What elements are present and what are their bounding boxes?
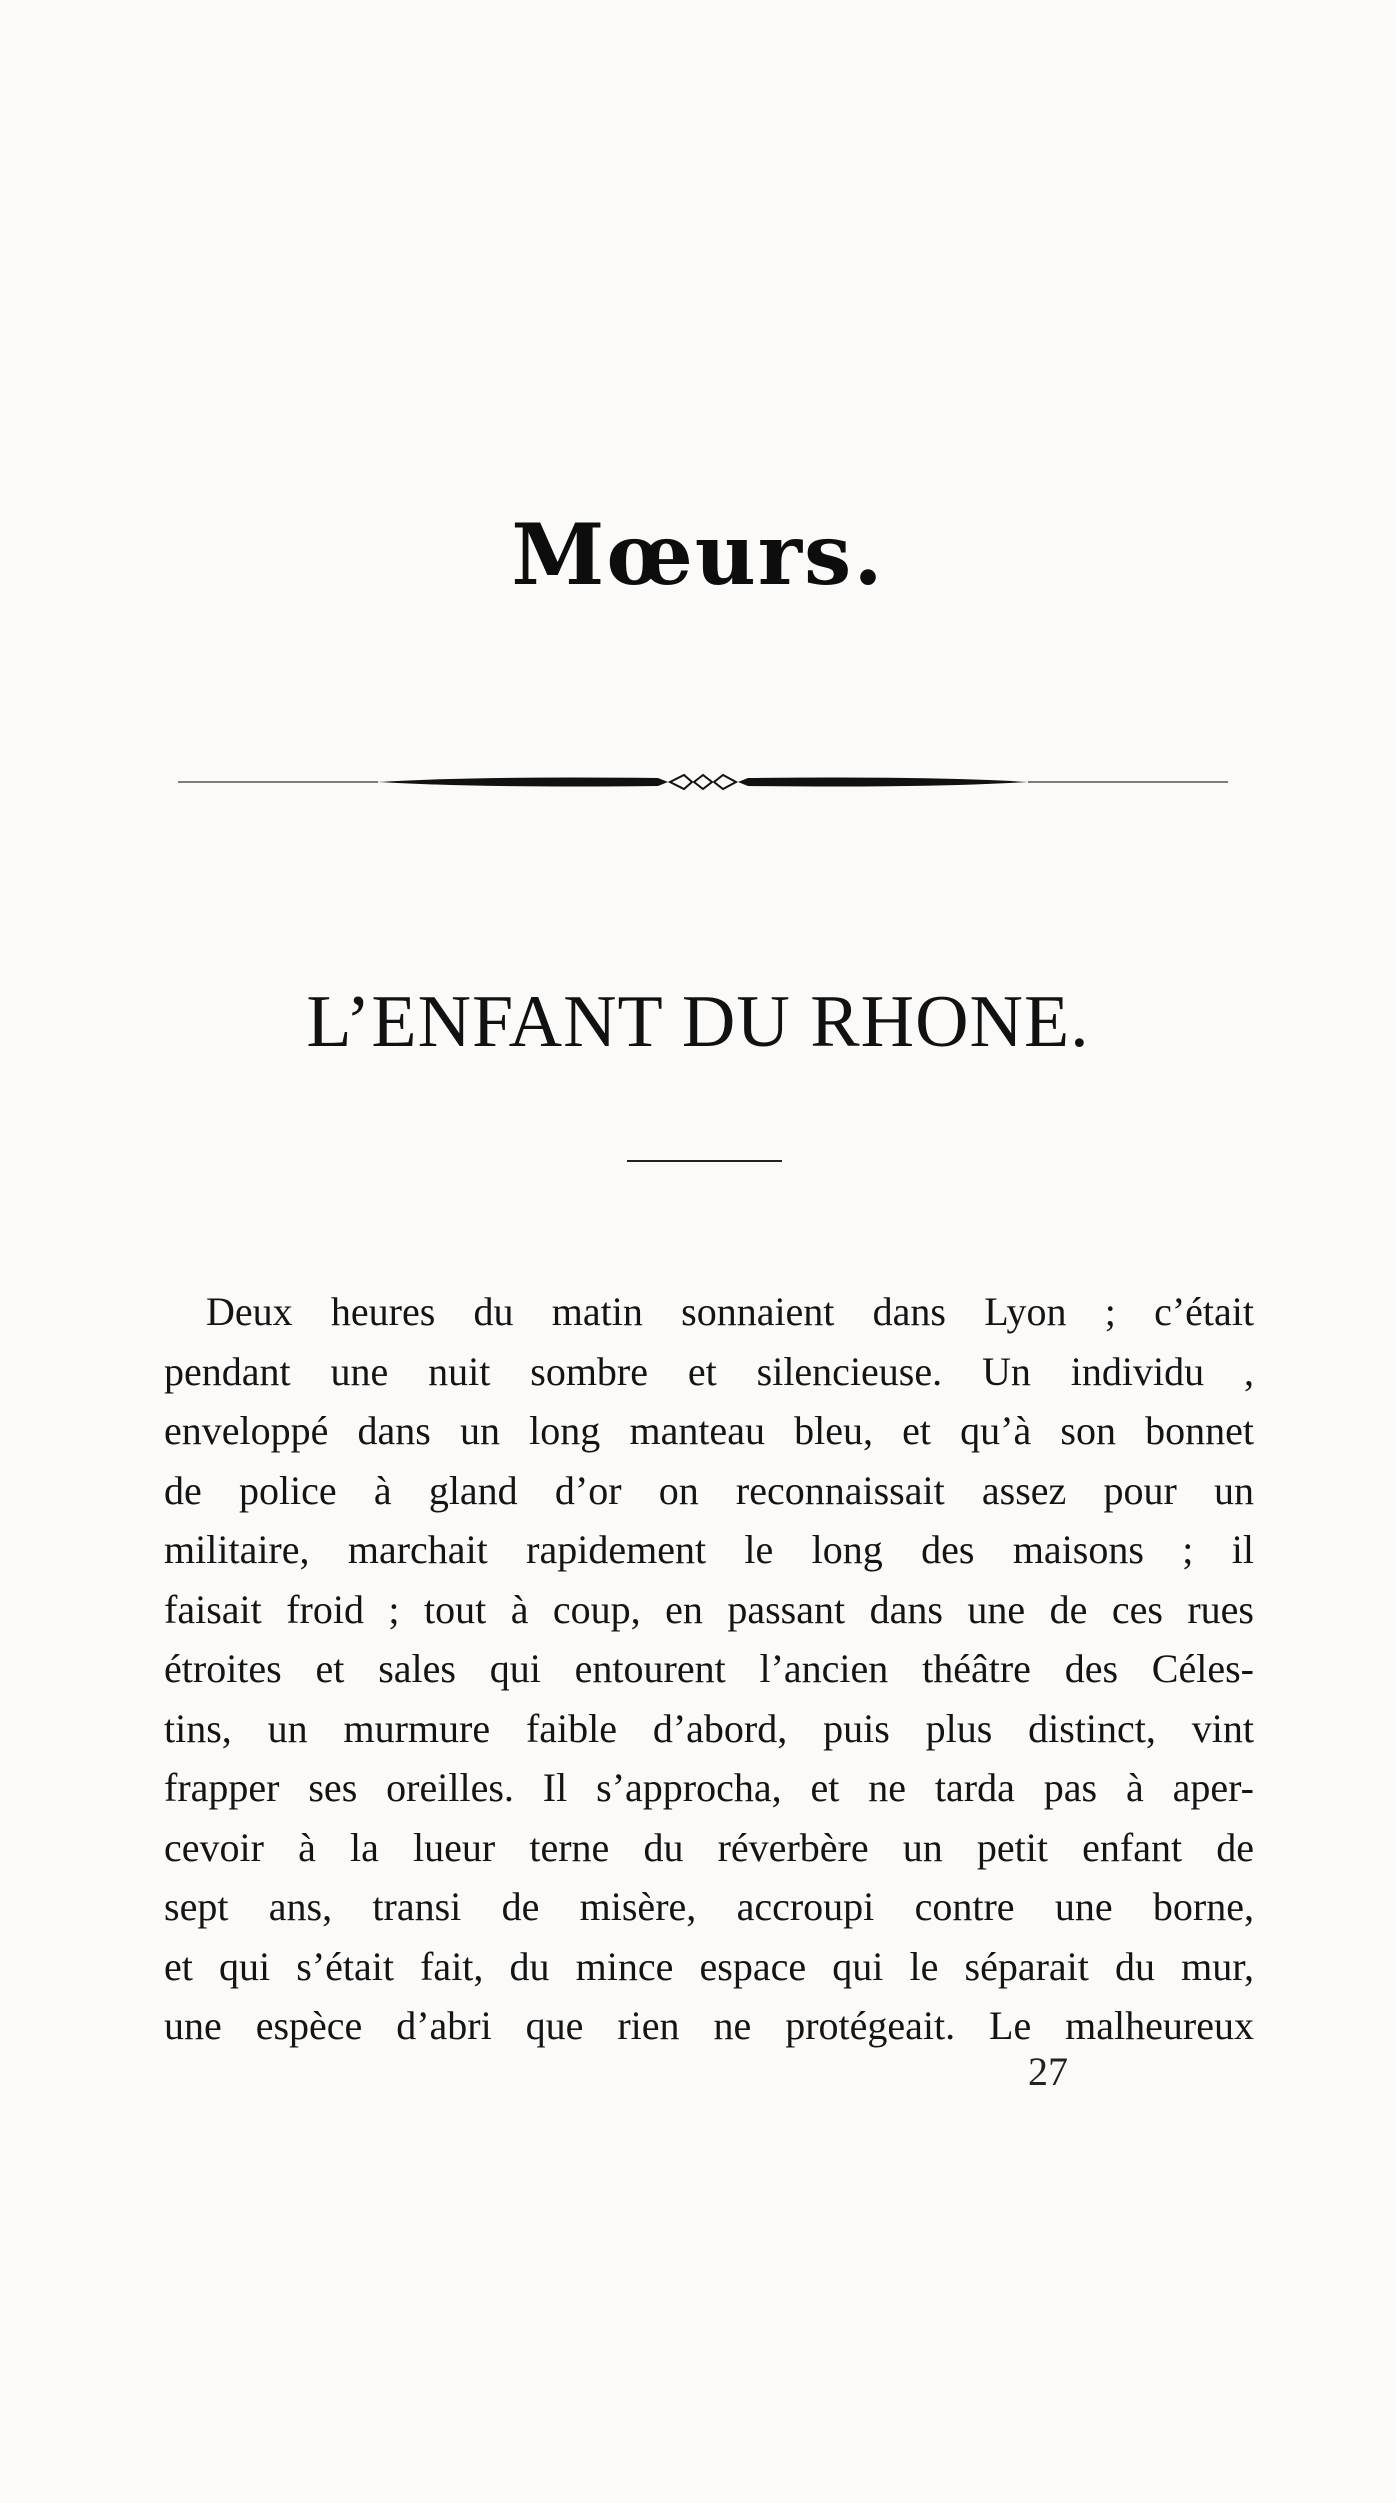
title-rule bbox=[627, 1160, 782, 1162]
text-line: étroites et sales qui entourent l’ancien théâtre des Céles- bbox=[164, 1646, 1254, 1691]
text-line: tins, un murmure faible d’abord, puis plus distinct, vint bbox=[164, 1705, 1254, 1751]
section-title: Mœurs. bbox=[511, 505, 885, 604]
text-line: enveloppé dans un long manteau bleu, et qu’à son bonnet bbox=[164, 1408, 1254, 1453]
text-line: et qui s’était fait, du mince espace qui le séparait du mur, bbox=[164, 1943, 1254, 1989]
text-line: cevoir à la lueur terne du réverbère un petit enfant de bbox=[164, 1824, 1254, 1870]
text-line: sept ans, transi de misère, accroupi contre une borne, bbox=[164, 1884, 1254, 1929]
text-line: pendant une nuit sombre et silencieuse. Un individu , bbox=[164, 1348, 1254, 1394]
text-line: une espèce d’abri que rien ne protégeait. Le malheureux bbox=[164, 2003, 1254, 2048]
text-line: frapper ses oreilles. Il s’approcha, et ne tarda pas à aper- bbox=[164, 1765, 1254, 1810]
ornamental-divider bbox=[178, 762, 1228, 802]
page-number: 27 bbox=[1028, 2049, 1068, 2094]
text-line: militaire, marchait rapidement le long des maisons ; il bbox=[164, 1527, 1254, 1572]
body-text bbox=[164, 1282, 1254, 2056]
text-line: faisait froid ; tout à coup, en passant dans une de ces rues bbox=[164, 1586, 1254, 1632]
text-line: Deux heures du matin sonnaient dans Lyon ; c’était bbox=[206, 1289, 1254, 1334]
text-line: de police à gland d’or on reconnaissait assez pour un bbox=[164, 1467, 1254, 1513]
story-title: L’ENFANT DU RHONE. bbox=[306, 981, 1090, 1063]
